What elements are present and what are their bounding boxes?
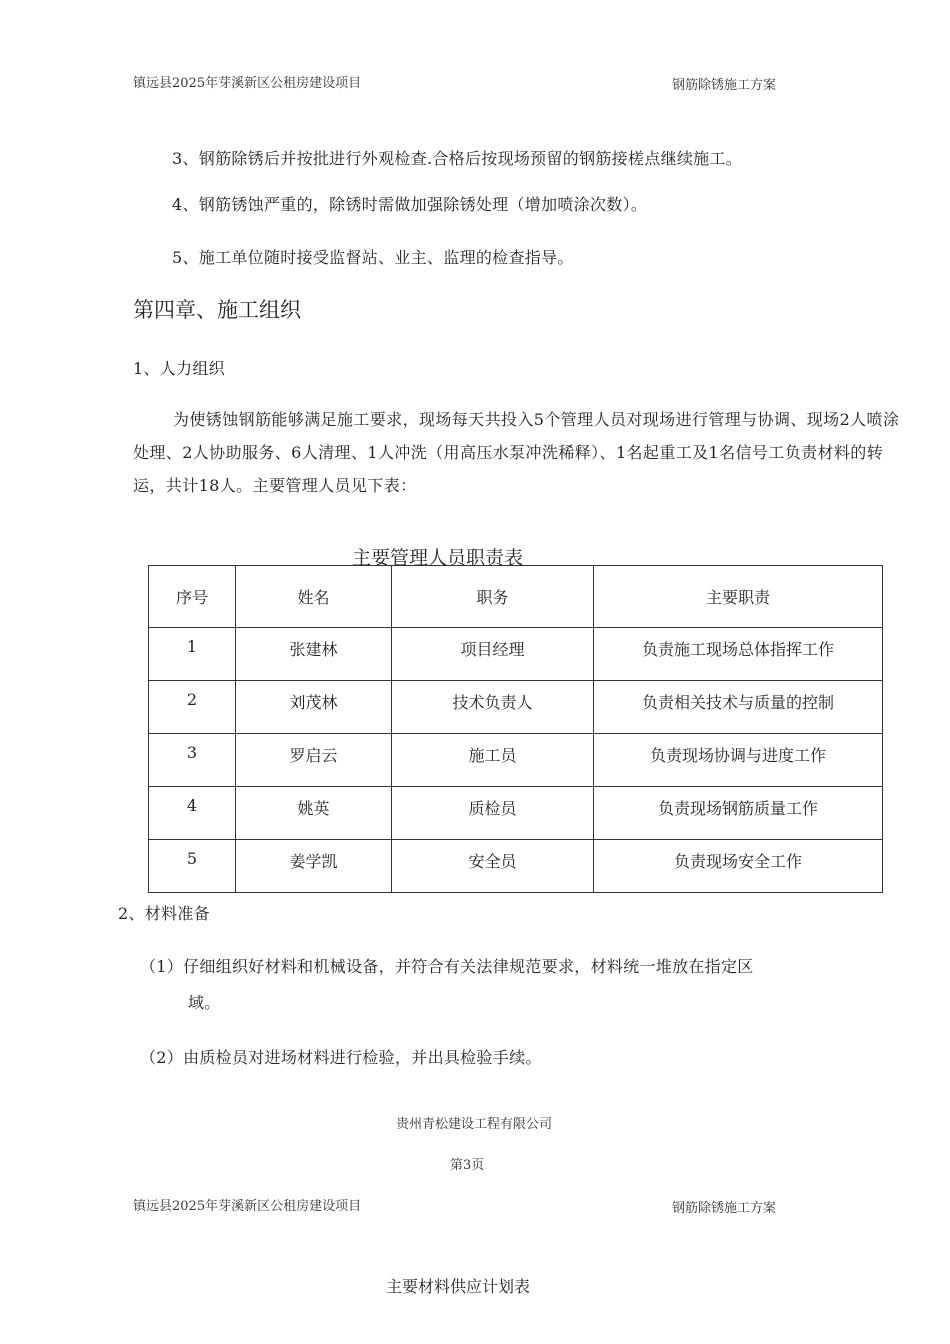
table-cell: 负责现场安全工作 [594,840,883,893]
table-cell: 项目经理 [392,628,594,681]
table-cell: 施工员 [392,734,594,787]
table-cell: 姜学凯 [236,840,392,893]
table-cell: 刘茂林 [236,681,392,734]
manpower-paragraph-text: 为使锈蚀钢筋能够满足施工要求，现场每天共投入5个管理人员对现场进行管理与协调、现场2人喷涂处理、2人协助服务、6人清理、1人冲洗（用高压水泵冲洗稀释）、1名起重工及1名信号工负责材料的转运，共计18人。主要管理人员见下表： [133,410,900,495]
list-item: 5、施工单位随时接受监督站、业主、监理的检查指导。 [172,248,574,267]
table-header-cell: 主要职责 [594,566,883,628]
list-item: 4、钢筋锈蚀严重的，除锈时需做加强除锈处理（增加喷涂次数）。 [172,195,648,214]
table-cell: 姚英 [236,787,392,840]
next-page-header-project-name: 镇远县2025年芽溪新区公租房建设项目 [133,1199,362,1214]
section-title-manpower: 1、人力组织 [133,359,225,378]
table-cell: 2 [149,681,236,734]
table-header-cell: 序号 [149,566,236,628]
table-cell: 1 [149,628,236,681]
list-item: 3、钢筋除锈后并按批进行外观检查.合格后按现场预留的钢筋接槎点继续施工。 [172,149,743,168]
table-cell: 张建林 [236,628,392,681]
table-cell: 负责现场钢筋质量工作 [594,787,883,840]
table-cell: 安全员 [392,840,594,893]
section-title-materials: 2、材料准备 [118,904,210,923]
table-cell: 质检员 [392,787,594,840]
materials-item-1-continued: 域。 [188,993,221,1012]
table-row [149,628,883,681]
page-number: 第3页 [450,1158,485,1173]
table-cell: 4 [149,787,236,840]
next-page-table-title: 主要材料供应计划表 [386,1277,531,1296]
table-row [149,787,883,840]
table-row [149,734,883,787]
table-header-row [149,566,883,628]
materials-item-2: （2）由质检员对进场材料进行检验，并出具检验手续。 [140,1048,542,1067]
table-header-cell: 姓名 [236,566,392,628]
table-cell: 技术负责人 [392,681,594,734]
materials-item-1: （1）仔细组织好材料和机械设备，并符合有关法律规范要求，材料统一堆放在指定区 [140,957,754,976]
header-doc-title: 钢筋除锈施工方案 [672,78,777,93]
table-row [149,840,883,893]
table-row [149,681,883,734]
table-cell: 3 [149,734,236,787]
table-caption: 主要管理人员职责表 [352,547,524,569]
table-cell: 罗启云 [236,734,392,787]
manpower-paragraph [133,403,913,502]
table-header-cell: 职务 [392,566,594,628]
management-table [148,565,883,893]
table-cell: 5 [149,840,236,893]
footer-company: 贵州青松建设工程有限公司 [396,1117,553,1132]
header-project-name: 镇远县2025年芽溪新区公租房建设项目 [133,76,362,91]
table-cell: 负责现场协调与进度工作 [594,734,883,787]
table-cell: 负责施工现场总体指挥工作 [594,628,883,681]
next-page-header-doc-title: 钢筋除锈施工方案 [672,1201,777,1216]
chapter-title: 第四章、施工组织 [133,298,301,322]
table-cell: 负责相关技术与质量的控制 [594,681,883,734]
